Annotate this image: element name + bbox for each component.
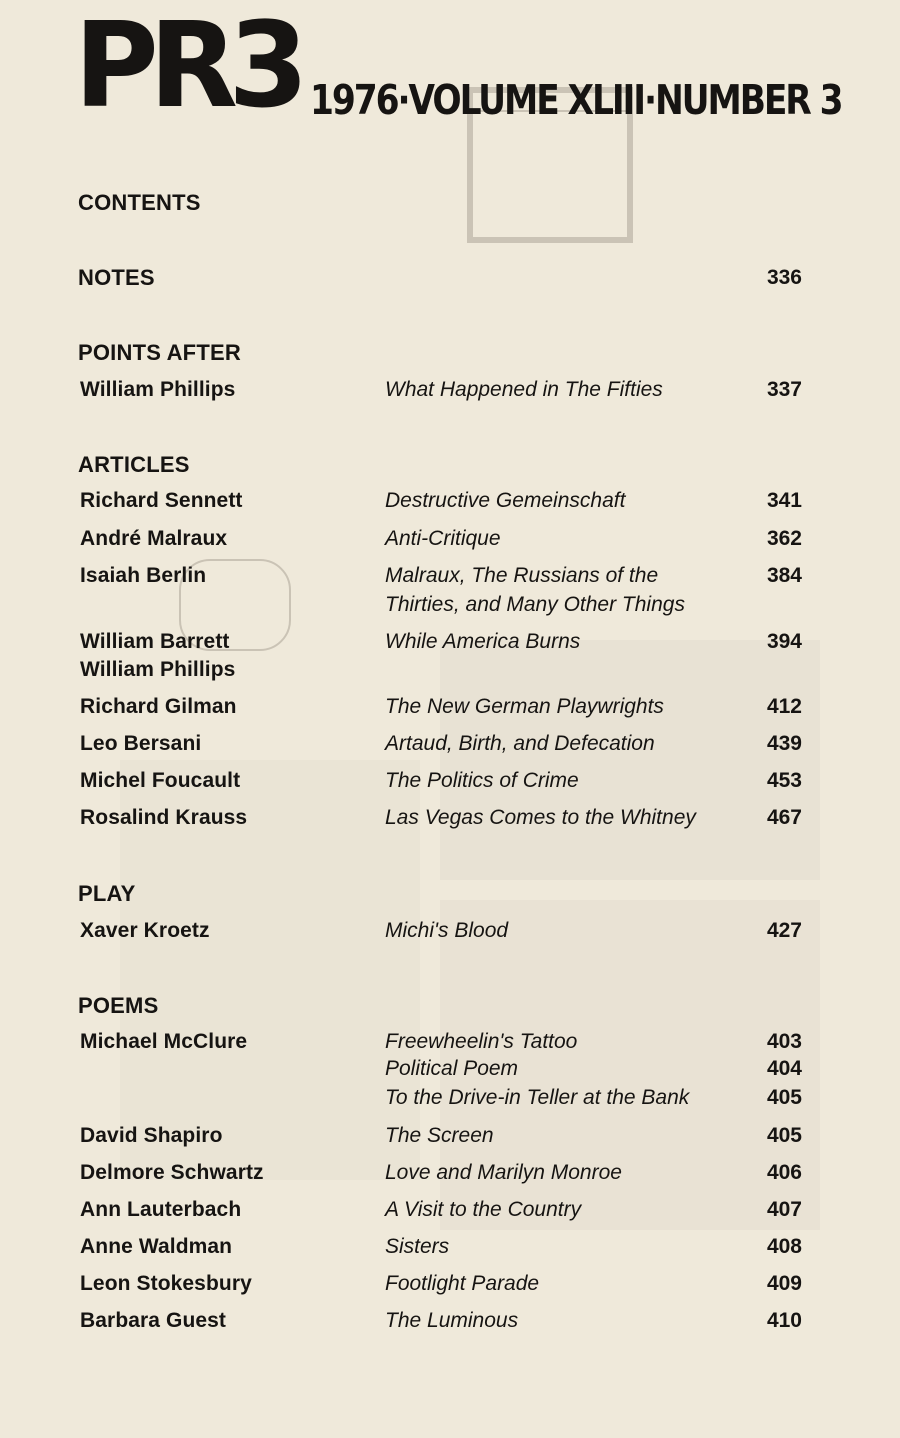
- issue-line: 1976·VOLUME XLIII·NUMBER 3: [310, 76, 842, 124]
- entry-page-number: 427: [766, 919, 802, 942]
- entry-author: Richard Sennett: [80, 489, 243, 512]
- entry-page-number: 406: [766, 1161, 802, 1184]
- entry-page-number: 410: [766, 1309, 802, 1332]
- entry-title: The Luminous: [385, 1309, 519, 1332]
- entry-page-number: 467: [766, 806, 802, 829]
- entry-author: Richard Gilman: [80, 695, 237, 718]
- entry-title: Artaud, Birth, and Defecation: [385, 732, 655, 755]
- journal-logo: PR3: [74, 0, 299, 134]
- entry-page-number: 453: [766, 769, 802, 792]
- entry-title: A Visit to the Country: [385, 1198, 582, 1221]
- section-heading-articles: ARTICLES: [78, 452, 190, 477]
- entry-author: Rosalind Krauss: [80, 806, 248, 829]
- entry-page-number: 404: [766, 1057, 802, 1080]
- entry-author: Xaver Kroetz: [80, 919, 210, 942]
- section-heading-notes: NOTES: [78, 265, 155, 290]
- entry-title-continued: Thirties, and Many Other Things: [385, 593, 685, 616]
- entry-page-number: 337: [766, 378, 802, 401]
- section-heading-points-after: POINTS AFTER: [78, 340, 241, 365]
- section-heading-poems: POEMS: [78, 993, 159, 1018]
- entry-title: Footlight Parade: [385, 1272, 540, 1295]
- entry-title: What Happened in The Fifties: [385, 378, 663, 401]
- entry-page-number: 412: [766, 695, 802, 718]
- entry-author: Ann Lauterbach: [80, 1198, 242, 1221]
- entry-author: Michel Foucault: [80, 769, 241, 792]
- entry-title: Love and Marilyn Monroe: [385, 1161, 622, 1184]
- entry-title: Anti-Critique: [385, 527, 501, 550]
- entry-title: Las Vegas Comes to the Whitney: [385, 806, 696, 829]
- entry-title: While America Burns: [385, 630, 581, 653]
- entry-author: Leo Bersani: [80, 732, 202, 755]
- entry-author: André Malraux: [80, 527, 228, 550]
- contents-heading: CONTENTS: [78, 190, 201, 215]
- entry-title: Freewheelin's Tattoo: [385, 1030, 578, 1053]
- entry-page-number: 394: [766, 630, 802, 653]
- entry-page-number: 405: [766, 1124, 802, 1147]
- entry-author: Leon Stokesbury: [80, 1272, 252, 1295]
- entry-author: David Shapiro: [80, 1124, 223, 1147]
- entry-author: William Barrett: [80, 630, 230, 653]
- entry-title: Political Poem: [385, 1057, 519, 1080]
- entry-page-number: 439: [766, 732, 802, 755]
- entry-author: William Phillips: [80, 378, 236, 401]
- entry-page-number: 384: [766, 564, 802, 587]
- entry-page-number: 409: [766, 1272, 802, 1295]
- entry-title: The Screen: [385, 1124, 494, 1147]
- entry-title: Michi's Blood: [385, 919, 509, 942]
- entry-author: Delmore Schwartz: [80, 1161, 264, 1184]
- entry-page-number: 408: [766, 1235, 802, 1258]
- entry-page-number: 407: [766, 1198, 802, 1221]
- entry-author-continued: William Phillips: [80, 658, 236, 681]
- entry-page-number: 362: [766, 527, 802, 550]
- entry-title: Malraux, The Russians of the: [385, 564, 659, 587]
- entry-page-number: 403: [766, 1030, 802, 1053]
- entry-author: Anne Waldman: [80, 1235, 233, 1258]
- entry-author: Isaiah Berlin: [80, 564, 207, 587]
- entry-title: The Politics of Crime: [385, 769, 579, 792]
- entry-title: Sisters: [385, 1235, 450, 1258]
- entry-title: The New German Playwrights: [385, 695, 664, 718]
- section-heading-play: PLAY: [78, 881, 136, 906]
- entry-author: Michael McClure: [80, 1030, 248, 1053]
- entry-author: Barbara Guest: [80, 1309, 227, 1332]
- notes-page-number: 336: [766, 266, 802, 289]
- entry-page-number: 341: [766, 489, 802, 512]
- entry-page-number: 405: [766, 1086, 802, 1109]
- entry-title: Destructive Gemeinschaft: [385, 489, 626, 512]
- entry-title: To the Drive-in Teller at the Bank: [385, 1086, 690, 1109]
